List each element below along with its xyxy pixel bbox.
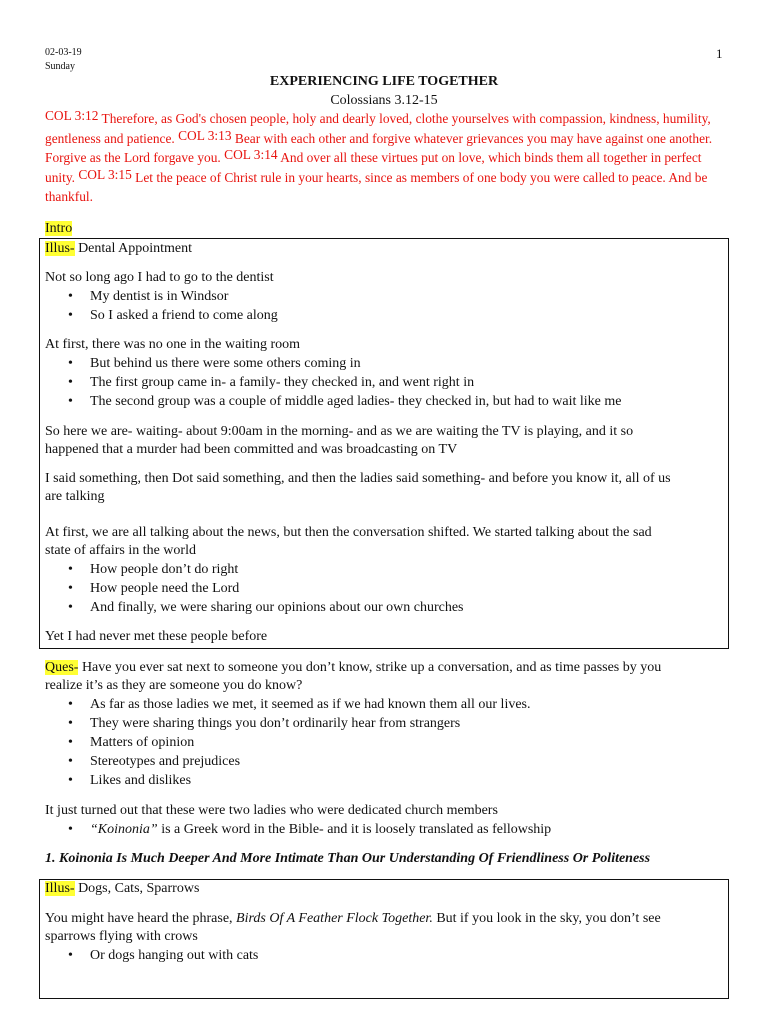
paragraph: It just turned out that these were two ladies who were dedicated church members bbox=[45, 803, 498, 818]
verse-text: Let the peace of Christ rule in your hearts, since as members of one body you were called to peace. And be thankful. bbox=[45, 169, 708, 205]
verse-ref: COL 3:14 bbox=[224, 147, 278, 163]
document-title: EXPERIENCING LIFE TOGETHER bbox=[269, 74, 499, 89]
list-item: • The first group came in- a family- they checked in, and went right in bbox=[68, 375, 475, 390]
list-item: • As far as those ladies we met, it seemed as if we had known them all our lives. bbox=[68, 697, 531, 712]
intro-label: Intro bbox=[45, 221, 73, 236]
section-heading: 1. Koinonia Is Much Deeper And More Intimate Than Our Understanding Of Friendliness Or Politeness bbox=[45, 851, 651, 866]
list-item: • Stereotypes and prejudices bbox=[68, 754, 241, 769]
header-day: Sunday bbox=[45, 61, 75, 72]
list-item: • And finally, we were sharing our opinions about our own churches bbox=[68, 600, 464, 615]
illus-heading: Illus- Dental Appointment bbox=[45, 241, 192, 256]
paragraph-line: are talking bbox=[45, 489, 105, 504]
list-item: • They were sharing things you don’t ordinarily hear from strangers bbox=[68, 716, 461, 731]
list-item: • Or dogs hanging out with cats bbox=[68, 948, 259, 963]
list-item: • My dentist is in Windsor bbox=[68, 289, 229, 304]
paragraph-line: You might have heard the phrase, Birds Of A Feather Flock Together. But if you look in the sky, you don’t see bbox=[45, 911, 661, 926]
list-item: • “Koinonia” is a Greek word in the Bible- and it is loosely translated as fellowship bbox=[68, 822, 552, 837]
header-date: 02-03-19 bbox=[45, 47, 82, 58]
paragraph: At first, there was no one in the waiting room bbox=[45, 337, 301, 352]
verse-ref: COL 3:12 bbox=[45, 108, 99, 123]
paragraph-line: At first, we are all talking about the news, but then the conversation shifted. We started talking about the sad bbox=[45, 525, 652, 540]
list-item: • Matters of opinion bbox=[68, 735, 195, 750]
illus-heading: Illus- Dogs, Cats, Sparrows bbox=[45, 881, 200, 896]
list-item: • So I asked a friend to come along bbox=[68, 308, 278, 323]
document-subtitle: Colossians 3.12-15 bbox=[330, 93, 438, 108]
paragraph-line: sparrows flying with crows bbox=[45, 929, 198, 944]
paragraph: Yet I had never met these people before bbox=[45, 629, 268, 644]
question-line: Ques- Have you ever sat next to someone you don’t know, strike up a conversation, and as time passes by you bbox=[45, 660, 662, 675]
page-number: 1 bbox=[716, 46, 723, 61]
verse-text: Therefore, as God's chosen people, holy and dearly loved, clothe yourselves with compassion, kindness, humility, gentleness and patience. bbox=[45, 111, 711, 146]
list-item: • The second group was a couple of middle aged ladies- they checked in, but had to wait like me bbox=[68, 394, 622, 409]
list-item: • How people need the Lord bbox=[68, 581, 240, 596]
verse-ref: COL 3:13 bbox=[178, 127, 232, 143]
list-item: • How people don’t do right bbox=[68, 562, 239, 577]
paragraph-line: state of affairs in the world bbox=[45, 543, 196, 558]
list-item: • But behind us there were some others coming in bbox=[68, 356, 361, 371]
paragraph-line: I said something, then Dot said something, and then the ladies said something- and before you know it, all of us bbox=[45, 471, 671, 486]
verse-text: And over all these virtues put on love, which binds them all together in perfect unity. bbox=[45, 150, 702, 185]
scripture-passage bbox=[45, 109, 725, 207]
paragraph: Not so long ago I had to go to the dentist bbox=[45, 270, 274, 285]
verse-ref: COL 3:15 bbox=[78, 166, 132, 182]
paragraph-line: happened that a murder had been committed and was broadcasting on TV bbox=[45, 442, 458, 457]
list-item: • Likes and dislikes bbox=[68, 773, 192, 788]
verse-text: Bear with each other and forgive whatever grievances you may have against one another. Forgive as the Lord forgave you. bbox=[45, 130, 713, 166]
paragraph-line: So here we are- waiting- about 9:00am in the morning- and as we are waiting the TV is playing, and it so bbox=[45, 424, 634, 439]
question-line: realize it’s as they are someone you do know? bbox=[45, 678, 303, 693]
